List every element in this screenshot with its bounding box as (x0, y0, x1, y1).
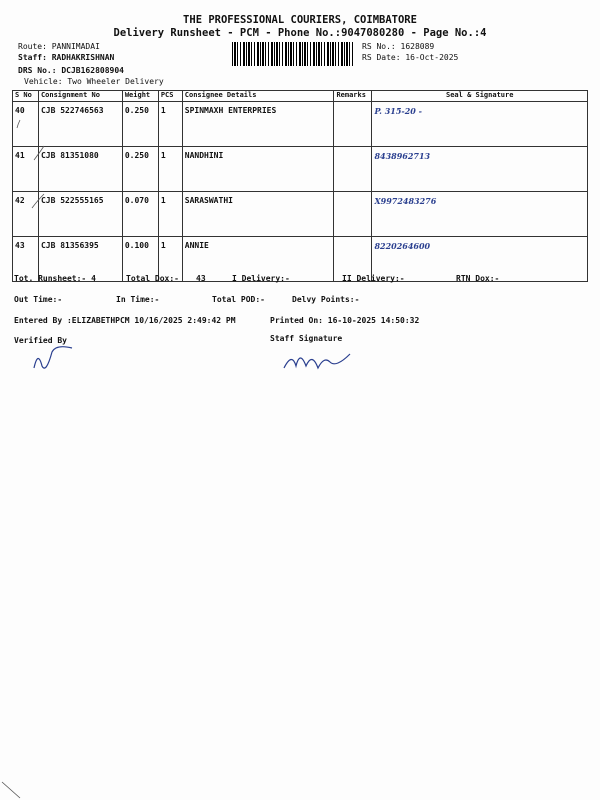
cell-remarks (334, 192, 372, 237)
total-runsheet: Tot. Runsheet:- 4 (14, 274, 96, 283)
col-weight: Weight (122, 91, 158, 102)
rs-number: RS No.: 1628089 (362, 42, 435, 51)
barcode (232, 42, 354, 66)
cell-pcs: 1 (158, 192, 182, 237)
cell-sno: 41 (13, 147, 39, 192)
cell-sno: 43 (13, 237, 39, 282)
table-row (13, 237, 588, 282)
scan-edge-mark (0, 780, 30, 800)
printed-on: Printed On: 16-10-2025 14:50:32 (270, 316, 420, 325)
verified-signature-icon (28, 340, 88, 376)
out-time: Out Time:- (14, 295, 63, 304)
tick-marks (14, 100, 54, 260)
col-seal-signature: Seal & Signature (372, 91, 588, 102)
cell-weight: 0.250 (122, 147, 158, 192)
cell-consignment: CJB 81356395 (38, 237, 122, 282)
cell-remarks (334, 147, 372, 192)
cell-pcs: 1 (158, 237, 182, 282)
staff-signature-label: Staff Signature (270, 334, 343, 343)
table-header-row (13, 91, 588, 102)
cell-pcs: 1 (158, 102, 182, 147)
cell-consignee: SARASWATHI (182, 192, 334, 237)
table-row (13, 192, 588, 237)
route-label: Route: PANNIMADAI (18, 42, 100, 51)
seal-handwriting: 8438962713 (374, 151, 431, 161)
entered-by: Entered By :ELIZABETHPCM 10/16/2025 2:49:42 PM (14, 316, 236, 325)
cell-consignment: CJB 522746563 (38, 102, 122, 147)
col-consignee: Consignee Details (182, 91, 334, 102)
cell-remarks (334, 102, 372, 147)
cell-consignee: NANDHINI (182, 147, 334, 192)
cell-consignment: CJB 522555165 (38, 192, 122, 237)
col-sno: S No (13, 91, 39, 102)
cell-seal (372, 192, 588, 237)
cell-seal (372, 102, 588, 147)
staff-label: Staff: RADHAKRISHNAN (18, 53, 115, 62)
rtn-dox: RTN Dox:- (456, 274, 500, 283)
delivery-points: Delvy Points:- (292, 295, 360, 304)
in-time: In Time:- (116, 295, 160, 304)
total-dox-label: Total Dox:- (126, 274, 179, 283)
seal-handwriting: X9972483276 (374, 196, 437, 206)
company-title: THE PROFESSIONAL COURIERS, COIMBATORE (183, 14, 417, 26)
vehicle-label: Vehicle: Two Wheeler Delivery (24, 77, 164, 86)
cell-sno: 40 (13, 102, 39, 147)
cell-seal (372, 147, 588, 192)
total-dox-value: 43 (196, 274, 206, 283)
cell-consignment: CJB 81351080 (38, 147, 122, 192)
cell-consignee: ANNIE (182, 237, 334, 282)
col-pcs: PCS (158, 91, 182, 102)
cell-weight: 0.070 (122, 192, 158, 237)
cell-sno: 42 (13, 192, 39, 237)
table-row (13, 102, 588, 147)
col-consignment: Consignment No (38, 91, 122, 102)
staff-signature-icon (280, 346, 360, 376)
seal-handwriting: 8220264600 (374, 241, 431, 251)
drs-number: DRS No.: DCJB162808904 (18, 66, 124, 75)
ii-delivery: II Delivery:- (342, 274, 405, 283)
total-pod: Total POD:- (212, 295, 265, 304)
cell-consignee: SPINMAXH ENTERPRIES (182, 102, 334, 147)
cell-weight: 0.250 (122, 102, 158, 147)
runsheet-table (12, 90, 588, 282)
cell-weight: 0.100 (122, 237, 158, 282)
rs-date: RS Date: 16-Oct-2025 (362, 53, 459, 62)
i-delivery: I Delivery:- (232, 274, 290, 283)
verified-by-label: Verified By (14, 336, 67, 345)
runsheet-title: Delivery Runsheet - PCM - Phone No.:9047080280 - Page No.:4 (113, 27, 487, 39)
col-remarks: Remarks (334, 91, 372, 102)
table-row (13, 147, 588, 192)
cell-pcs: 1 (158, 147, 182, 192)
seal-handwriting: P. 315-20 - (374, 106, 422, 116)
